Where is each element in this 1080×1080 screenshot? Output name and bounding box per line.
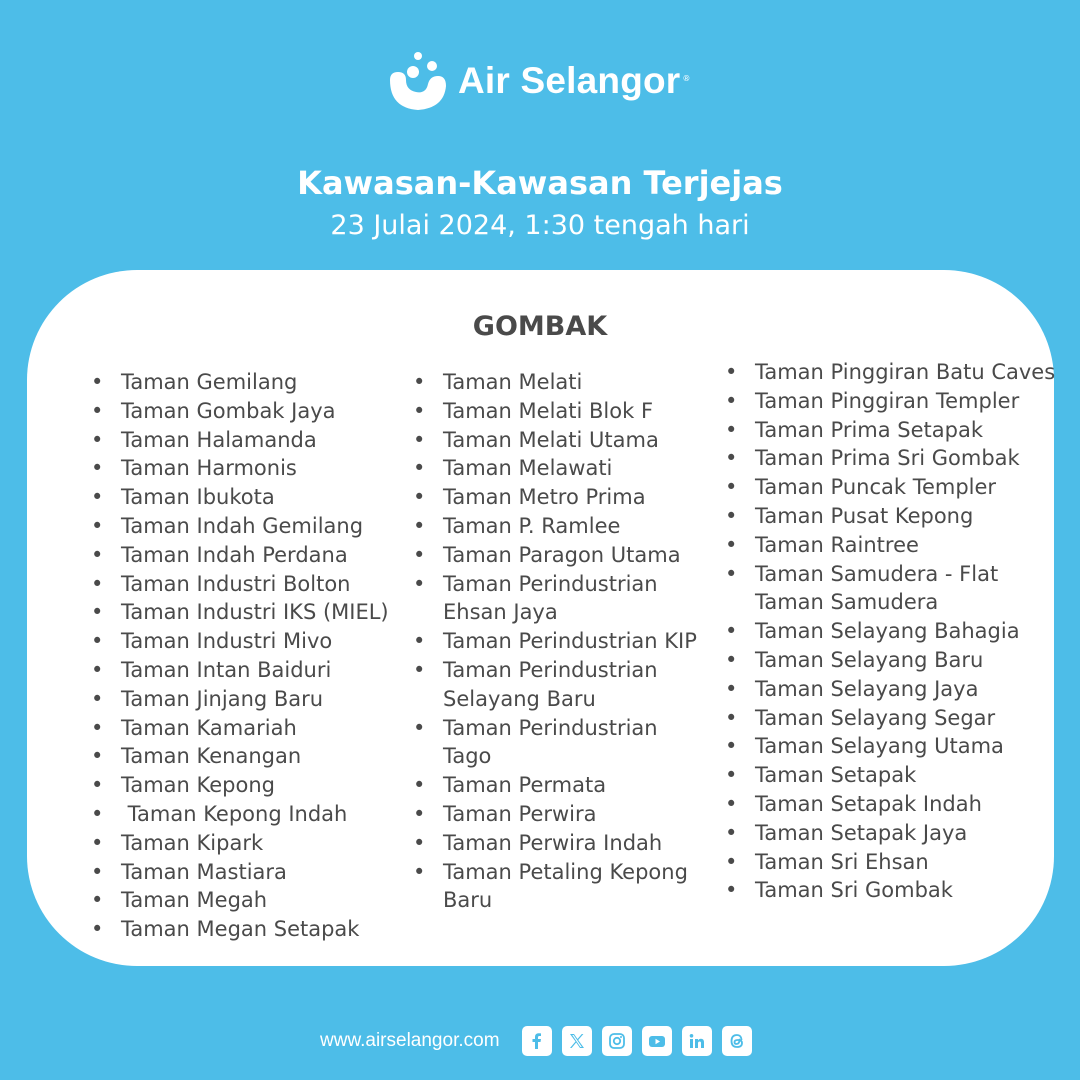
list-item: • Taman Raintree <box>725 531 1055 560</box>
list-item: • Taman Melawati <box>413 454 697 483</box>
list-item: • Taman Selayang Utama <box>725 732 1055 761</box>
list-item: • Taman Melati Utama <box>413 426 697 455</box>
registered-mark: ® <box>682 74 691 83</box>
instagram-icon[interactable] <box>602 1026 632 1056</box>
list-item: • Taman Mastiara <box>91 858 389 887</box>
list-item: • Taman Melati <box>413 368 697 397</box>
list-item: • Taman Perwira <box>413 800 697 829</box>
x-icon[interactable] <box>562 1026 592 1056</box>
list-item: • Taman Gemilang <box>91 368 389 397</box>
list-item: • Taman Samudera - Flat Taman Samudera <box>725 560 1000 618</box>
list-item: • Taman Selayang Segar <box>725 704 1055 733</box>
list-item: • Taman Megah <box>91 886 389 915</box>
list-item: • Taman Prima Sri Gombak <box>725 444 1055 473</box>
footer <box>320 1026 752 1056</box>
list-item: • Taman Perwira Indah <box>413 829 697 858</box>
list-item: • Taman Industri Mivo <box>91 627 389 656</box>
list-item: • Taman Kepong Indah <box>91 800 389 829</box>
youtube-icon[interactable] <box>642 1026 672 1056</box>
list-item: • Taman Indah Gemilang <box>91 512 389 541</box>
list-item: • Taman Setapak <box>725 761 1055 790</box>
region-heading: GOMBAK <box>472 311 608 342</box>
list-item: • Taman Perindustrian KIP <box>413 627 697 656</box>
list-item: • Taman Puncak Templer <box>725 473 1055 502</box>
area-list-column-3 <box>725 358 1055 905</box>
brand-logo <box>388 50 690 112</box>
list-item: • Taman Industri Bolton <box>91 570 389 599</box>
linkedin-icon[interactable] <box>682 1026 712 1056</box>
area-list-column-2 <box>413 368 697 915</box>
list-item: • Taman Permata <box>413 771 697 800</box>
list-item: • Taman Pinggiran Batu Caves <box>725 358 1055 387</box>
list-item: • Taman Setapak Indah <box>725 790 1055 819</box>
list-item: • Taman Petaling Kepong Baru <box>413 858 693 916</box>
list-item: • Taman Sri Gombak <box>725 876 1055 905</box>
list-item: • Taman Sri Ehsan <box>725 848 1055 877</box>
brand-name: Air Selangor <box>458 60 681 101</box>
page-title: Kawasan-Kawasan Terjejas <box>297 164 783 202</box>
page-subtitle: 23 Julai 2024, 1:30 tengah hari <box>330 210 750 241</box>
list-item: • Taman Indah Perdana <box>91 541 389 570</box>
threads-icon[interactable] <box>722 1026 752 1056</box>
facebook-icon[interactable] <box>522 1026 552 1056</box>
list-item: • Taman Gombak Jaya <box>91 397 389 426</box>
list-item: • Taman Harmonis <box>91 454 389 483</box>
list-item: • Taman Halamanda <box>91 426 389 455</box>
website-link[interactable]: www.airselangor.com <box>320 1030 500 1051</box>
list-item: • Taman Metro Prima <box>413 483 697 512</box>
list-item: • Taman Setapak Jaya <box>725 819 1055 848</box>
list-item: • Taman Perindustrian Selayang Baru <box>413 656 663 714</box>
list-item: • Taman Kepong <box>91 771 389 800</box>
list-item: • Taman Pinggiran Templer <box>725 387 1055 416</box>
list-item: • Taman Melati Blok F <box>413 397 697 426</box>
list-item: • Taman P. Ramlee <box>413 512 697 541</box>
list-item: • Taman Selayang Jaya <box>725 675 1055 704</box>
list-item: • Taman Intan Baiduri <box>91 656 389 685</box>
list-item: • Taman Pusat Kepong <box>725 502 1055 531</box>
list-item: • Taman Perindustrian Ehsan Jaya <box>413 570 663 628</box>
list-item: • Taman Kenangan <box>91 742 389 771</box>
list-item: • Taman Ibukota <box>91 483 389 512</box>
list-item: • Taman Kipark <box>91 829 389 858</box>
list-item: • Taman Selayang Baru <box>725 646 1055 675</box>
list-item: • Taman Jinjang Baru <box>91 685 389 714</box>
water-drop-logo-icon <box>388 50 448 112</box>
list-item: • Taman Paragon Utama <box>413 541 697 570</box>
list-item: • Taman Industri IKS (MIEL) <box>91 598 389 627</box>
list-item: • Taman Prima Setapak <box>725 416 1055 445</box>
list-item: • Taman Perindustrian Tago <box>413 714 663 772</box>
list-item: • Taman Megan Setapak <box>91 915 389 944</box>
area-list-column-1 <box>91 368 389 944</box>
list-item: • Taman Selayang Bahagia <box>725 617 1055 646</box>
list-item: • Taman Kamariah <box>91 714 389 743</box>
